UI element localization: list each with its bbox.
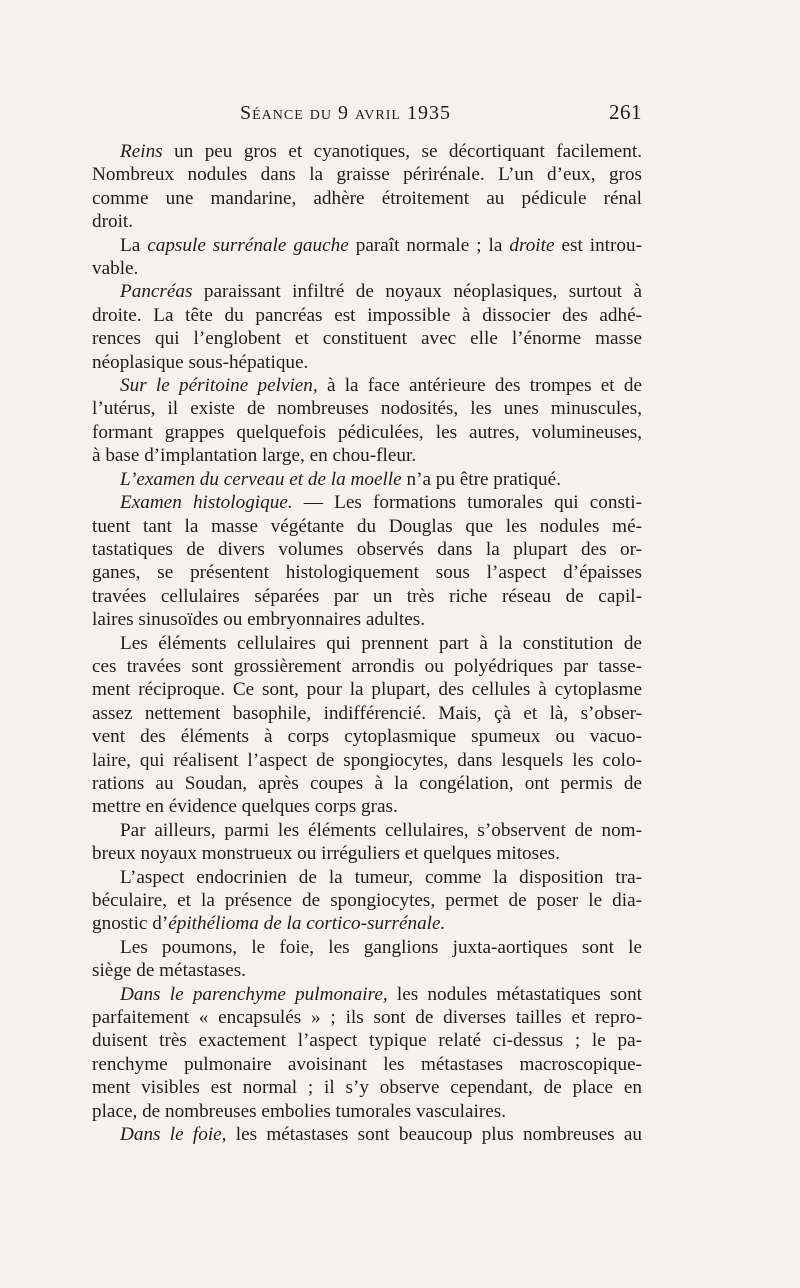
italic-run: Dans le foie,: [120, 1124, 227, 1146]
text-run: Par ailleurs, parmi les éléments cellulaires, s’observent de nom-: [120, 819, 642, 841]
text-line: [92, 889, 642, 912]
text-line: [92, 772, 642, 795]
text-line: [92, 515, 642, 538]
text-line: [92, 1123, 642, 1146]
text-run: néoplasique sous-hépatique.: [92, 351, 309, 373]
text-line: [92, 280, 642, 303]
paragraph: [92, 632, 642, 819]
text-line: [92, 257, 642, 280]
text-line: [92, 912, 642, 935]
paragraph: [92, 936, 642, 983]
text-run: Les éléments cellulaires qui prennent part à la constitution de: [120, 632, 642, 654]
paragraph: [92, 866, 642, 936]
italic-run: Reins: [120, 141, 163, 162]
text-run: un peu gros et cyanotiques, se décortiquant facilement.: [162, 141, 642, 162]
text-run: n’a pu être pratiqué.: [401, 468, 561, 490]
text-line: [92, 585, 642, 608]
header-title: Séance du 9 avril 1935: [240, 102, 451, 124]
text-line: [92, 795, 642, 818]
text-line: [92, 468, 642, 491]
text-run: formant grappes quelquefois pédiculées, les autres, volumineuses,: [92, 421, 642, 443]
paragraph: [92, 983, 642, 1123]
text-line: [92, 374, 642, 397]
text-run: rations au Soudan, après coupes à la congélation, ont permis de: [92, 772, 642, 794]
text-run: ment visibles est normal ; il s’y observe cependant, de place en: [92, 1077, 642, 1099]
text-run: place, de nombreuses embolies tumorales vasculaires.: [92, 1100, 506, 1122]
italic-run: L’examen du cerveau et de la moelle: [120, 468, 402, 490]
text-run: béculaire, et la présence de spongiocytes, permet de poser le dia-: [92, 890, 642, 911]
text-run: parfaitement « encapsulés » ; ils sont de diverses tailles et repro-: [92, 1007, 642, 1029]
text-line: [92, 304, 642, 327]
text-line: [92, 725, 642, 748]
text-line: [92, 608, 642, 631]
text-line: [92, 959, 642, 982]
text-run: l’utérus, il existe de nombreuses nodosités, les unes minuscules,: [92, 398, 642, 420]
paragraph: [92, 280, 642, 374]
text-line: [92, 632, 642, 655]
body-text: [92, 140, 642, 1146]
text-run: droite. La tête du pancréas est impossible à dissocier des adhé-: [92, 304, 642, 326]
text-line: [92, 678, 642, 701]
text-run: ganes, se présentent histologiquement sous l’aspect d’épaisses: [92, 562, 642, 584]
text-line: [92, 936, 642, 959]
text-line: [92, 444, 642, 467]
text-line: [92, 1100, 642, 1123]
text-line: [92, 1006, 642, 1029]
paragraph: [92, 491, 642, 631]
text-line: [92, 655, 642, 678]
text-line: [92, 210, 642, 233]
text-run: — Les formations tumorales qui consti-: [292, 492, 642, 514]
text-run: paraissant infiltré de noyaux néoplasiques, surtout à: [192, 281, 642, 303]
text-line: [92, 327, 642, 350]
text-run: tuent tant la masse végétante du Douglas que les nodules mé-: [92, 515, 642, 537]
text-run: breux noyaux monstrueux ou irréguliers et quelques mitoses.: [92, 843, 560, 865]
text-run: à base d’implantation large, en chou-fleur.: [92, 445, 417, 467]
page-number: 261: [609, 100, 642, 124]
text-run: vent des éléments à corps cytoplasmique spumeux ou vacuo-: [92, 726, 642, 748]
text-line: [92, 234, 642, 257]
text-run: est introu-: [554, 234, 642, 256]
text-line: [92, 819, 642, 842]
text-run: laires sinusoïdes ou embryonnaires adultes.: [92, 609, 426, 631]
text-run: paraît normale ; la: [348, 234, 510, 256]
text-line: [92, 1076, 642, 1099]
paragraph: [92, 819, 642, 866]
italic-run: Pancréas: [120, 281, 193, 303]
italic-run: Examen histologique.: [120, 492, 293, 514]
text-run: laire, qui réalisent l’aspect de spongiocytes, dans lesquels les colo-: [92, 749, 642, 771]
paragraph: [92, 234, 642, 281]
text-line: [92, 1029, 642, 1052]
text-line: [92, 702, 642, 725]
text-run: La: [120, 234, 148, 256]
text-run: tastatiques de divers volumes observés dans la plupart des or-: [92, 538, 642, 560]
paragraph: [92, 374, 642, 468]
text-line: [92, 491, 642, 514]
text-run: ment réciproque. Ce sont, pour la plupart, des cellules à cytoplasme: [92, 679, 642, 701]
text-line: [92, 538, 642, 561]
text-run: travées cellulaires séparées par un très riche réseau de capil-: [92, 585, 642, 607]
text-run: Nombreux nodules dans la graisse périrénale. L’un d’eux, gros: [92, 164, 642, 186]
text-line: [92, 866, 642, 889]
text-run: rences qui l’englobent et constituent avec elle l’énorme masse: [92, 328, 642, 350]
italic-run: Sur le péritoine pelvien,: [120, 375, 318, 397]
italic-run: droite: [509, 234, 555, 256]
text-run: L’aspect endocrinien de la tumeur, comme la disposition tra-: [120, 866, 642, 888]
text-line: [92, 983, 642, 1006]
italic-run: Dans le parenchyme pulmonaire,: [120, 983, 388, 1005]
text-run: droit.: [92, 211, 134, 233]
text-line: [92, 163, 642, 186]
text-run: duisent très exactement l’aspect typique relaté ci-dessus ; le pa-: [92, 1030, 642, 1052]
text-run: Les poumons, le foie, les ganglions juxta-aortiques sont le: [120, 936, 642, 958]
text-line: [92, 140, 642, 163]
text-line: [92, 561, 642, 584]
text-run: les nodules métastatiques sont: [387, 983, 642, 1005]
text-run: assez nettement basophile, indifférencié. Mais, çà et là, s’obser-: [92, 702, 642, 724]
text-line: [92, 1053, 642, 1076]
text-line: [92, 187, 642, 210]
text-run: à la face antérieure des trompes et de: [317, 375, 642, 397]
running-header: [240, 100, 642, 128]
paragraph: [92, 468, 642, 491]
text-run: vable.: [92, 258, 139, 280]
text-run: mettre en évidence quelques corps gras.: [92, 796, 398, 818]
text-run: comme une mandarine, adhère étroitement au pédicule rénal: [92, 187, 642, 209]
text-line: [92, 749, 642, 772]
italic-run: épithélioma de la cortico-surrénale.: [168, 913, 446, 935]
text-run: renchyme pulmonaire avoisinant les métastases macroscopique-: [92, 1053, 642, 1075]
text-run: gnostic d’: [92, 913, 169, 935]
text-line: [92, 842, 642, 865]
text-run: ces travées sont grossièrement arrondis ou polyédriques par tasse-: [92, 655, 642, 677]
paragraph: [92, 1123, 642, 1146]
text-run: les métastases sont beaucoup plus nombreuses au: [226, 1124, 642, 1146]
text-line: [92, 421, 642, 444]
italic-run: capsule surrénale gauche: [147, 234, 349, 256]
paragraph: [92, 140, 642, 234]
text-run: siège de métastases.: [92, 960, 246, 982]
text-line: [92, 397, 642, 420]
text-line: [92, 351, 642, 374]
